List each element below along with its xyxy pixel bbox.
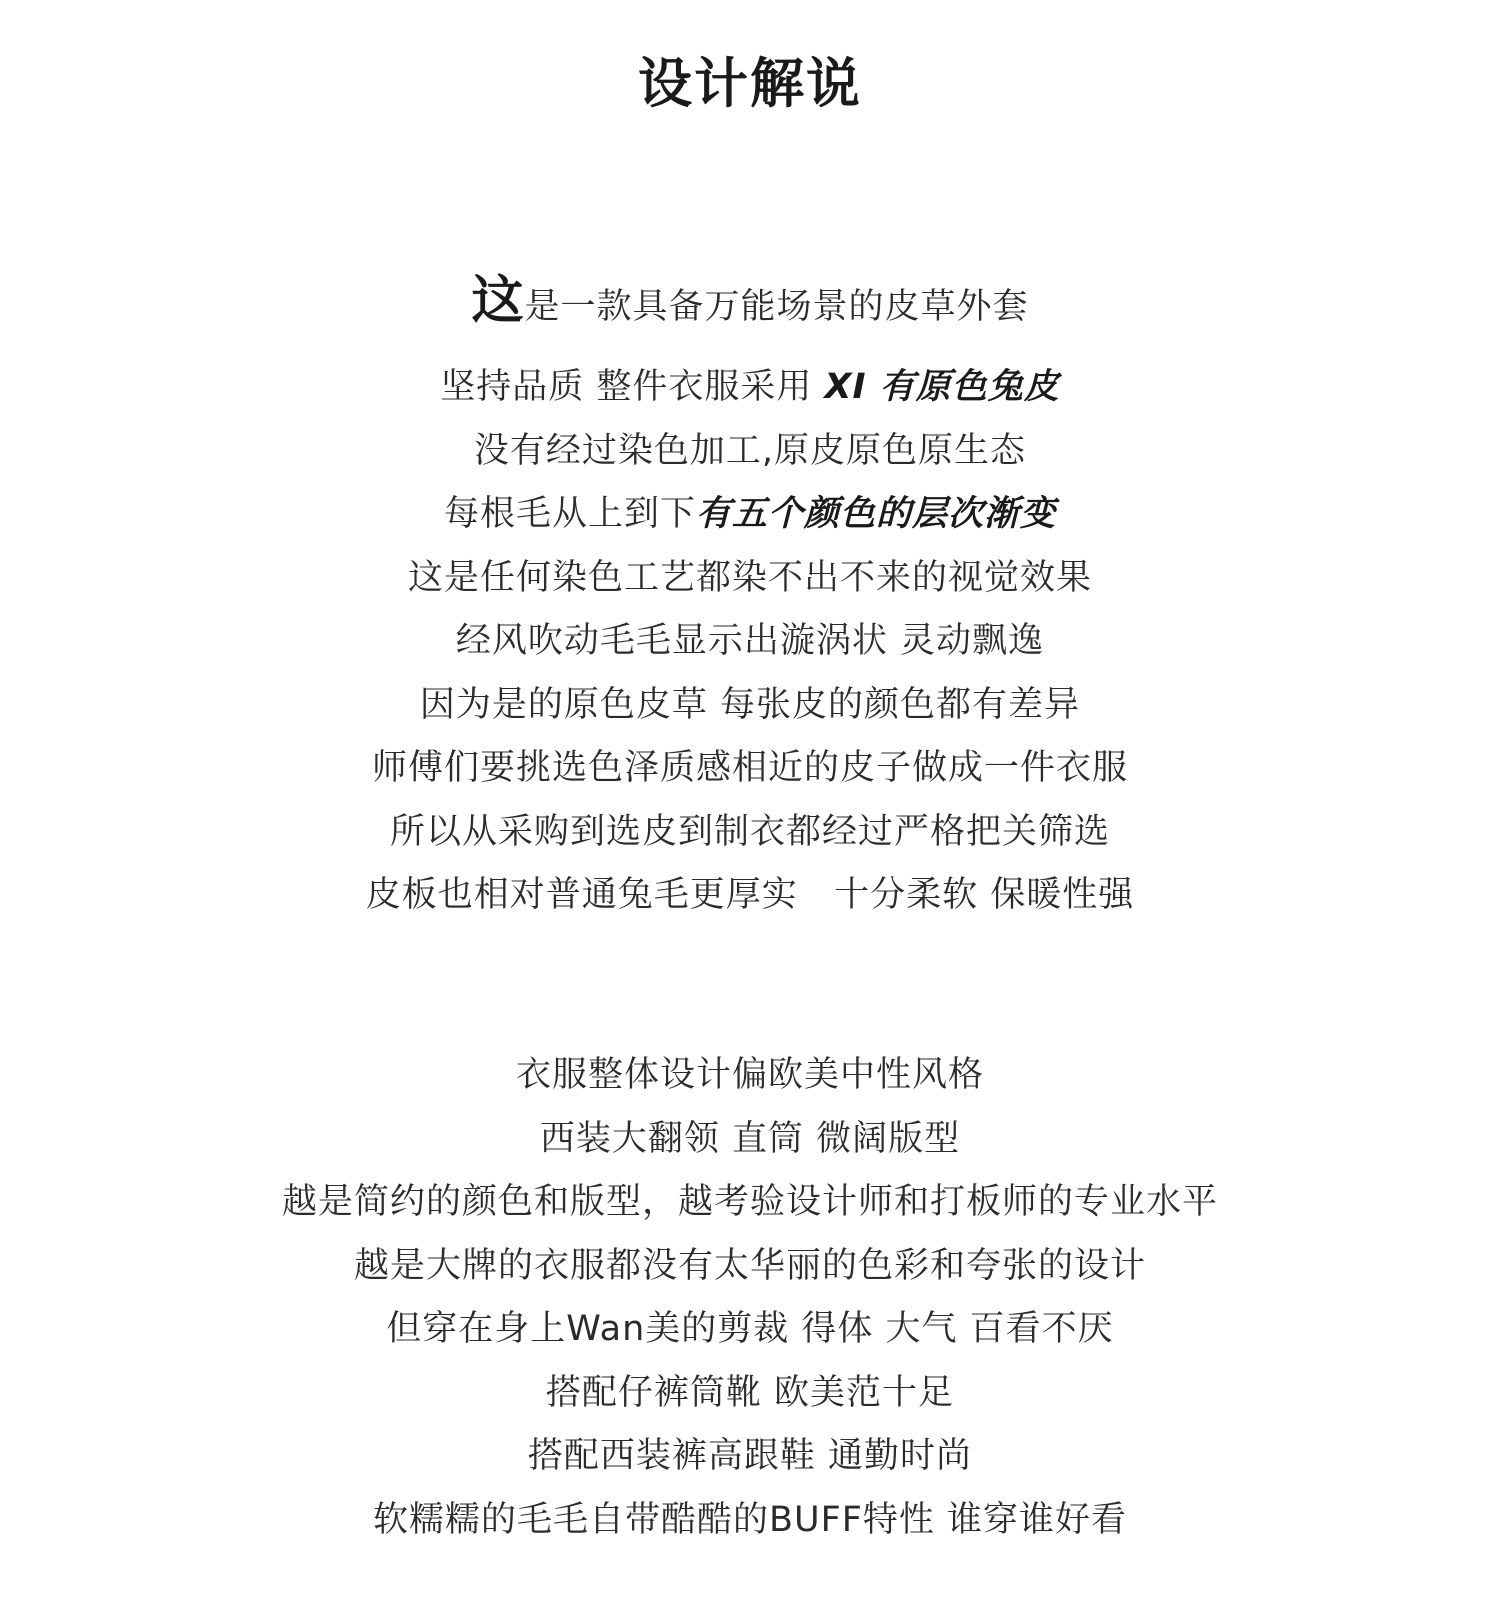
text-line: 所以从采购到选皮到制衣都经过严格把关筛选: [389, 811, 1110, 852]
text-line: 越是简约的颜色和版型，越考验设计师和打板师的专业水平: [281, 1182, 1218, 1222]
text-line: 软糯糯的毛毛自带酷酷的BUFF特性 谁穿谁好看: [372, 1499, 1128, 1540]
text-line: 但穿在身上Wan美的剪裁 得体 大气 百看不厌: [386, 1309, 1114, 1349]
text-line: 衣服整体设计偏欧美中性风格: [515, 1055, 984, 1095]
lead-char: 这: [471, 271, 525, 331]
page-title: 设计解说: [638, 51, 862, 116]
lead-line-text: 是一款具备万能场景的皮草外套: [524, 287, 1029, 327]
text-line: 搭配西装裤高跟鞋 通勤时尚: [527, 1436, 973, 1476]
text-line: 经风吹动毛毛显示出漩涡状 灵动飘逸: [455, 621, 1045, 661]
lead-line: [0, 266, 1500, 356]
text-line: 西装大翻领 直筒 微阔版型: [539, 1118, 961, 1159]
text-line-plain: 每根毛从上到下: [443, 494, 696, 534]
style-description-section: [0, 1044, 1500, 1552]
text-line: 师傅们要挑选色泽质感相近的皮子做成一件衣服: [371, 748, 1128, 788]
text-line-emphasis: XI 有原色兔皮: [824, 367, 1060, 407]
text-line: 这是任何染色工艺都染不出不来的视觉效果: [407, 557, 1092, 598]
design-description-section: [0, 266, 1500, 928]
text-line: 越是大牌的衣服都没有太华丽的色彩和夸张的设计: [353, 1245, 1146, 1286]
text-line: 搭配仔裤筒靴 欧美范十足: [545, 1372, 955, 1413]
text-line: [0, 483, 1500, 547]
text-line-emphasis: 有五个颜色的层次渐变: [696, 494, 1057, 534]
text-line: 皮板也相对普通兔毛更厚实 十分柔软 保暖性强: [365, 875, 1135, 915]
text-line-plain: 坚持品质 整件衣服采用: [440, 367, 825, 407]
text-line: 因为是的原色皮草 每张皮的颜色都有差异: [419, 684, 1081, 725]
text-line: 没有经过染色加工,原皮原色原生态: [473, 430, 1027, 471]
text-line: [0, 356, 1500, 420]
